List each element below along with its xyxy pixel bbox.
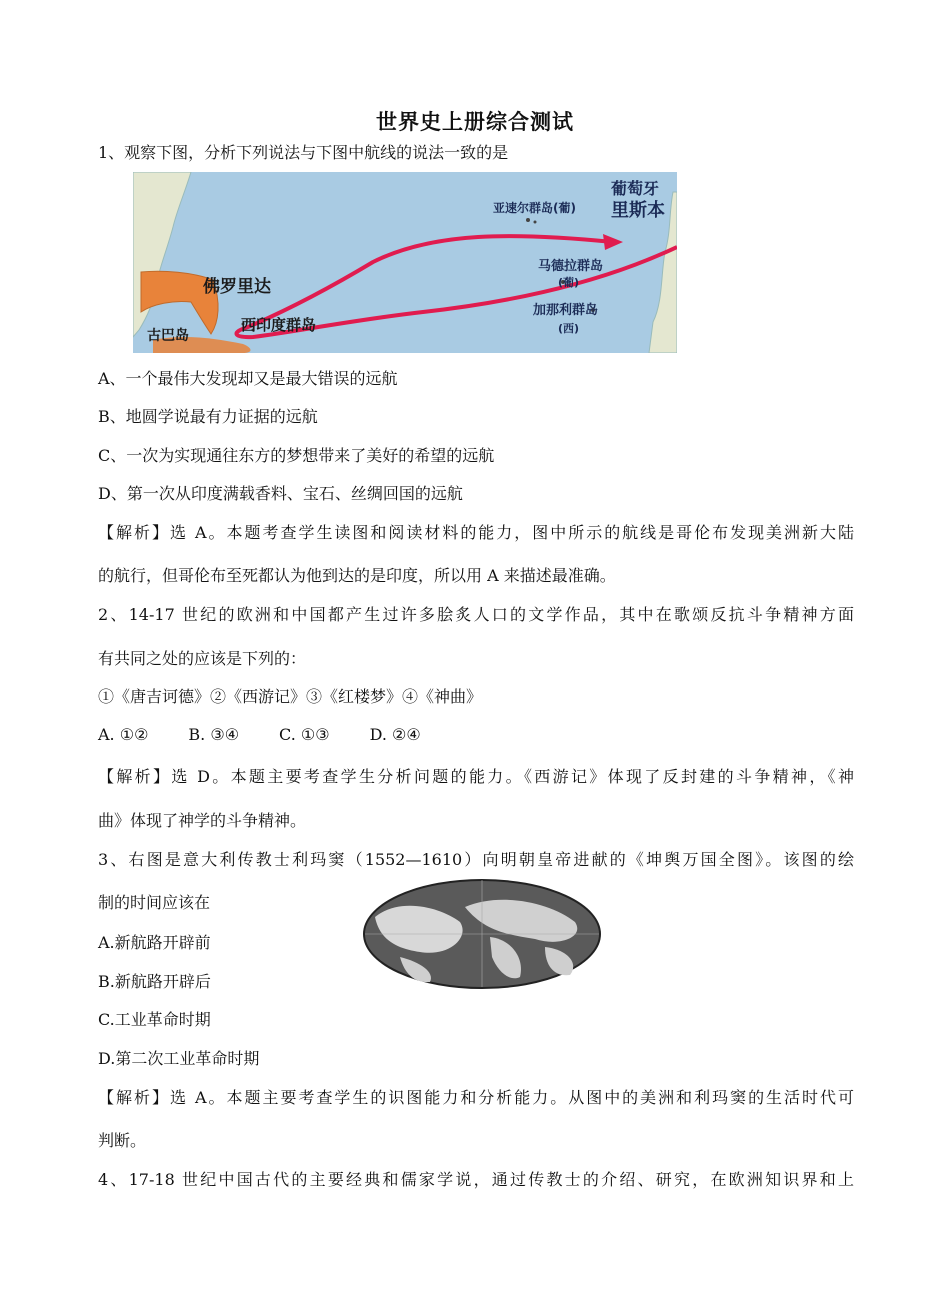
q2-options: [98, 725, 461, 744]
label-madeira: 马德拉群岛: [538, 259, 604, 274]
q2-analysis-1: 【解析】选 D。本题主要考查学生分析问题的能力。《西游记》体现了反封建的斗争精神，《神: [98, 767, 854, 786]
label-azores: 亚速尔群岛(葡): [493, 201, 576, 215]
q2-stem-2: 有共同之处的应该是下列的：: [98, 649, 307, 668]
q3-analysis-2: 判断。: [98, 1131, 147, 1150]
q2-option-b: B. ③④: [188, 725, 240, 744]
q3-analysis-1: 【解析】选 A。本题主要考查学生的识图能力和分析能力。从图中的美洲和利玛窦的生活时代可: [98, 1088, 854, 1107]
q3-stem-2: 制的时间应该在: [98, 893, 211, 912]
q1-option-d: D、第一次从印度满载香料、宝石、丝绸回国的远航: [98, 484, 463, 503]
q1-analysis-1: 【解析】选 A。本题考查学生读图和阅读材料的能力，图中所示的航线是哥伦布发现美洲新大陆: [98, 523, 854, 542]
label-canary: 加那利群岛: [533, 303, 599, 318]
label-cuba: 古巴岛: [147, 328, 189, 344]
columbus-route-map: [133, 172, 677, 353]
q2-items: ①《唐吉诃德》②《西游记》③《红楼梦》④《神曲》: [98, 687, 483, 706]
label-madeira-owner: (葡): [558, 276, 580, 289]
page-title: 世界史上册综合测试: [376, 110, 574, 134]
q4-stem-1: 4、17-18 世纪中国古代的主要经典和儒家学说，通过传教士的介绍、研究，在欧洲知识界和上: [98, 1170, 854, 1189]
q2-stem-1: 2、14-17 世纪的欧洲和中国都产生过许多脍炙人口的文学作品，其中在歌颂反抗斗争精神方面: [98, 605, 854, 624]
q3-stem-1: 3、右图是意大利传教士利玛窦（1552—1610）向明朝皇帝进献的《坤舆万国全图》。该图的绘: [98, 850, 854, 869]
q3-option-b: B.新航路开辟后: [98, 972, 211, 991]
label-west-indies: 西印度群岛: [241, 316, 317, 334]
q2-option-c: C. ①③: [279, 725, 330, 744]
q1-option-b: B、地圆学说最有力证据的远航: [98, 407, 318, 426]
q2-analysis-2: 曲》体现了神学的斗争精神。: [98, 811, 307, 830]
label-portugal: 葡萄牙: [611, 179, 660, 198]
q1-stem: 1、观察下图，分析下列说法与下图中航线的说法一致的是: [98, 143, 509, 162]
label-canary-owner: (西): [558, 322, 580, 335]
route-map-svg: [133, 172, 677, 353]
kunyu-wanguo-map: [360, 877, 604, 990]
q1-option-a: A、一个最伟大发现却又是最大错误的远航: [98, 369, 398, 388]
label-lisbon: 里斯本: [611, 200, 665, 221]
q1-option-c: C、一次为实现通往东方的梦想带来了美好的希望的远航: [98, 446, 495, 465]
q1-analysis-2: 的航行，但哥伦布至死都认为他到达的是印度，所以用 A 来描述最准确。: [98, 566, 616, 585]
q3-option-c: C.工业革命时期: [98, 1010, 211, 1029]
azores-islands: [526, 218, 530, 222]
q3-option-a: A.新航路开辟前: [98, 933, 211, 952]
world-map-svg: [360, 877, 604, 990]
q2-option-d: D. ②④: [369, 725, 421, 744]
q2-option-a: A. ①②: [98, 725, 149, 744]
q3-option-d: D.第二次工业革命时期: [98, 1049, 260, 1068]
label-florida: 佛罗里达: [203, 277, 271, 297]
